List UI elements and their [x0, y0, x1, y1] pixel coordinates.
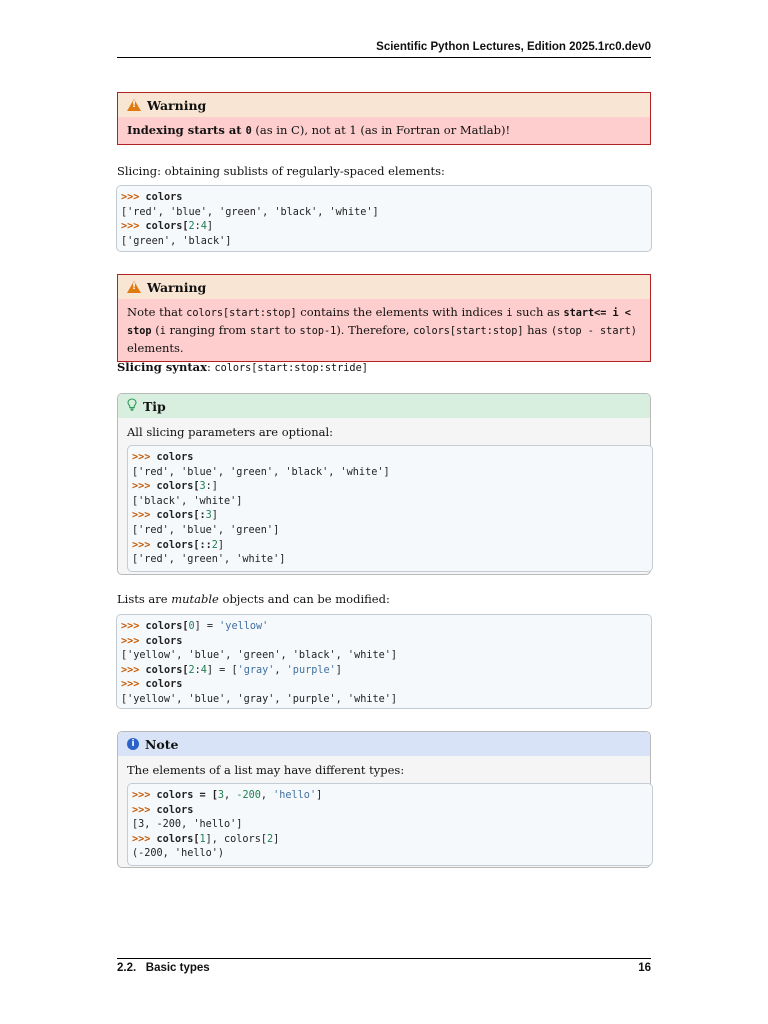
code-block-note: >>> colors = [3, -200, 'hello'] >>> colors [3, -200, 'hello'] >>> colors[1], colors[2] (-200, 'hello') — [127, 783, 653, 866]
admonition-title-text: Tip — [143, 398, 166, 414]
footer-section: 2.2. Basic types — [117, 962, 210, 974]
warning-triangle-icon — [127, 99, 141, 111]
slicing-intro: Slicing: obtaining sublists of regularly-spaced elements: — [117, 164, 445, 178]
admonition-title-text: Warning — [147, 279, 207, 295]
lightbulb-icon — [127, 398, 137, 414]
tip-admonition — [117, 393, 651, 575]
mutable-intro: Lists are mutable objects and can be modified: — [117, 592, 390, 606]
code-block-mutable: >>> colors[0] = 'yellow' >>> colors ['yellow', 'blue', 'green', 'black', 'white'] >>> colors[2:4] = ['gray', 'purple'] >>> colors ['yellow', 'blue', 'gray', 'purple', 'white'] — [116, 614, 652, 709]
admonition-body — [118, 756, 650, 870]
warning-admonition-indexing — [117, 92, 651, 145]
admonition-title — [118, 394, 650, 418]
info-circle-icon: i — [127, 738, 139, 750]
page-number: 16 — [638, 962, 651, 974]
code-block-tip: >>> colors ['red', 'blue', 'green', 'black', 'white'] >>> colors[3:] ['black', 'white'] >>> colors[:3] ['red', 'blue', 'green'] >>> colors[::2] ['red', 'green', 'white'] — [127, 445, 653, 572]
page-header: Scientific Python Lectures, Edition 2025.1rc0.dev0 — [117, 40, 651, 58]
page-footer — [117, 958, 651, 974]
note-text: The elements of a list may have different types: — [127, 763, 405, 777]
admonition-title — [118, 93, 650, 117]
admonition-title-text: Note — [145, 736, 179, 752]
warning-triangle-icon — [127, 281, 141, 293]
warning-admonition-slicing — [117, 274, 651, 362]
code-block-slicing: >>> colors ['red', 'blue', 'green', 'black', 'white'] >>> colors[2:4] ['green', 'black'] — [116, 185, 652, 252]
tip-text: All slicing parameters are optional: — [127, 425, 334, 439]
admonition-body: Note that colors[start:stop] contains the elements with indices i such as start<= i < stop (i ranging from start to stop-1). Therefore, colors[start:stop] has (stop - start) elements. — [127, 305, 637, 355]
admonition-title — [118, 732, 650, 756]
admonition-body — [118, 418, 650, 576]
admonition-body: Indexing starts at 0 (as in C), not at 1 (as in Fortran or Matlab)! — [127, 123, 511, 137]
slicing-syntax: Slicing syntax: colors[start:stop:stride] — [117, 360, 368, 374]
note-admonition — [117, 731, 651, 868]
admonition-title-text: Warning — [147, 97, 207, 113]
indexing-bold: Indexing starts at 0 — [127, 123, 252, 137]
admonition-title — [118, 275, 650, 299]
